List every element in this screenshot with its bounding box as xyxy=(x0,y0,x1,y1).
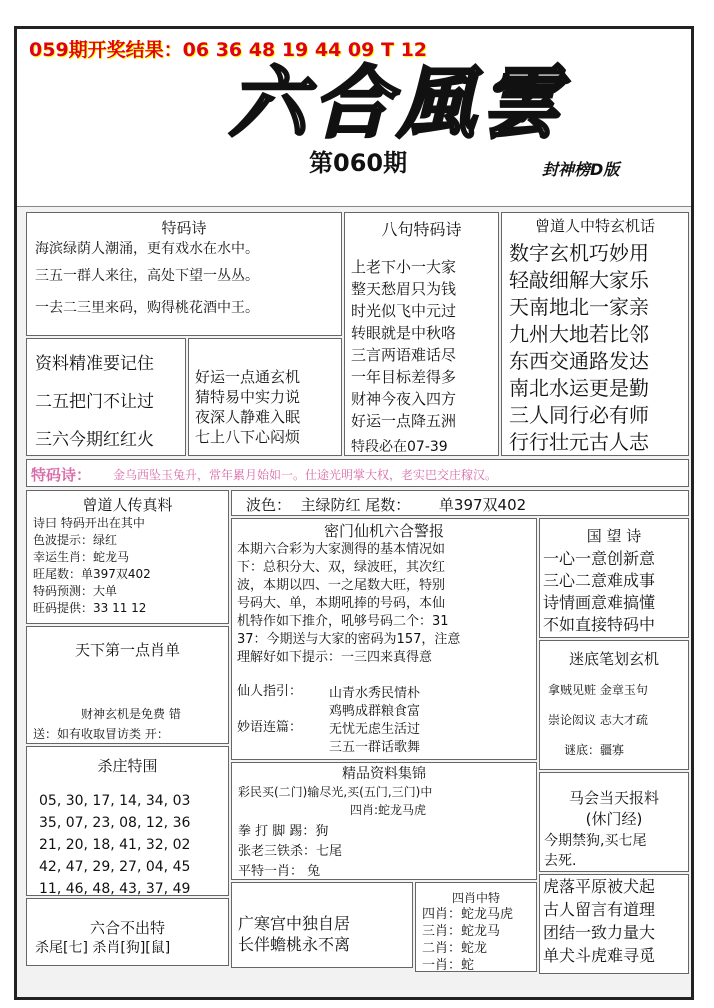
issue-number: 第060期 xyxy=(309,149,408,177)
immortal-label: 仙人指引： xyxy=(237,684,303,699)
secret-line: 本期六合彩为大家测得的基本情况如 xyxy=(237,542,446,557)
zeng-line: 行行壮元古人志 xyxy=(509,430,649,454)
zeng-info-line: 旺尾数：单397双402 xyxy=(33,567,151,581)
palace-line: 广寒宫中独自居 xyxy=(238,914,351,933)
zeng-true-info-title: 曾道人传真料 xyxy=(82,496,173,514)
eight-poem-line: 财神今夜入四方 xyxy=(351,390,457,408)
guowang-line: 不如直接特码中 xyxy=(543,615,656,634)
guowang-title: 国 望 诗 xyxy=(586,527,642,545)
secret-line: 机特作如下推介，吼够号码二个：31 xyxy=(237,614,449,629)
eight-poem-line: 上老下小一大家 xyxy=(351,258,457,276)
first-zodiac-line: 送：如有收取冒访类 开： xyxy=(33,727,169,741)
zeng-info-line: 诗曰 特码开出在其中 xyxy=(33,516,145,530)
tiger-line: 团结一致力量大 xyxy=(543,923,656,942)
riddle-box xyxy=(539,640,689,770)
riddle-line: 拿贼见赃 金章玉句 xyxy=(548,683,648,697)
tiger-line: 虎落平原被犬起 xyxy=(543,877,656,896)
guowang-line: 三心二意难成事 xyxy=(543,571,656,590)
secret-gate-title: 密门仙机六合警报 xyxy=(323,522,444,540)
zeng-info-line: 幸运生肖：蛇龙马 xyxy=(33,550,130,564)
info-tips-box xyxy=(26,338,186,456)
zeng-line: 数字玄机巧妙用 xyxy=(509,241,649,265)
riddle-answer-row xyxy=(548,735,688,765)
fine-info-item: 张老三铁杀：七尾 xyxy=(238,844,343,859)
zeng-info-line: 色波提示：绿红 xyxy=(33,533,118,547)
banner-label: 特码诗： xyxy=(31,466,92,484)
special-poem-banner xyxy=(26,459,689,487)
secret-gate-box xyxy=(231,518,537,760)
wonder-line: 无忧无虑生活过 xyxy=(329,722,421,737)
eight-poem-title: 八句特码诗 xyxy=(381,220,462,239)
fine-info-item: 拳 打 脚 踢：狗 xyxy=(238,824,329,839)
masthead-title: 六合風雲 xyxy=(228,58,565,149)
secret-line: 下：总积分大、双，绿波旺，其次红 xyxy=(237,560,446,575)
immortal-line: 鸡鸭成群粮食富 xyxy=(329,704,421,719)
kill-row: 05, 30, 17, 14, 34, 03 xyxy=(39,793,191,809)
four-zodiac-title: 四肖中特 xyxy=(451,891,500,905)
eight-poem-line: 三言两语难话尽 xyxy=(351,346,457,364)
riddle-line: 崇论闳议 志大才疏 xyxy=(548,713,648,727)
luck-poem-box xyxy=(188,338,342,456)
fine-info-line: 彩民买(二门)输尽光,买(五门,三门)中 xyxy=(238,785,433,799)
palace-line: 长伴蟾桃永不离 xyxy=(238,935,351,954)
horse-report-line: 今期禁狗,买七尾 xyxy=(544,833,647,849)
first-zodiac-title: 天下第一点肖单 xyxy=(74,641,180,659)
zeng-line: 天南地北一家亲 xyxy=(509,295,649,319)
luck-line: 七上八下心闷烦 xyxy=(195,428,301,446)
liuhe-not-out-title: 六合不出特 xyxy=(89,919,165,937)
immortal-line: 山青水秀民情朴 xyxy=(329,686,421,701)
wonder-label: 妙语连篇： xyxy=(237,720,303,735)
wonder-line: 三五一群话歌舞 xyxy=(329,740,421,755)
special-poem-line: 海滨绿荫人潮涌，更有戏水在水中。 xyxy=(35,241,259,257)
fine-info-title: 精品资料集锦 xyxy=(342,766,426,782)
four-zodiac-box xyxy=(415,882,537,972)
draw-result: 059期开奖结果：06 36 48 19 44 09 T 12 xyxy=(29,39,428,61)
tiger-line: 单犬斗虎难寻觅 xyxy=(543,946,656,965)
zeng-line: 九州大地若比邻 xyxy=(509,322,649,346)
fine-info-item: 平特一肖： 兔 xyxy=(238,864,321,879)
tiger-line: 古人留言有道理 xyxy=(543,900,656,919)
zeng-true-info-box xyxy=(26,490,229,624)
eight-poem-line: 一年目标差得多 xyxy=(351,368,457,386)
horse-report-line: 去死. xyxy=(544,853,577,869)
eight-poem-line: 好运一点降五洲 xyxy=(351,412,457,430)
zeng-info-line: 旺码提供：33 11 12 xyxy=(33,601,147,615)
banner-text: 金乌西坠玉兔升，常年累月始如一。仕途光明掌大权，老实巴交庄稼汉。 xyxy=(113,468,498,482)
riddle-title: 迷底笔划玄机 xyxy=(568,650,659,668)
four-zodiac-line: 三肖：蛇龙马 xyxy=(422,924,501,939)
luck-line: 猜特易中实力说 xyxy=(195,388,301,406)
zeng-line: 东西交通路发达 xyxy=(509,349,649,373)
guowang-line: 一心一意创新意 xyxy=(543,549,656,568)
edition-mark: 封神榜D版 xyxy=(542,160,620,179)
zeng-daoren-box xyxy=(501,212,689,456)
special-poem-box xyxy=(26,212,342,336)
zeng-line: 轻敲细解大家乐 xyxy=(509,268,649,292)
riddle-answer: 疆寡 xyxy=(600,743,625,757)
luck-line: 夜深人静难入眠 xyxy=(195,408,301,426)
kill-row: 21, 20, 18, 41, 32, 02 xyxy=(39,837,191,853)
horse-report-box xyxy=(539,772,689,872)
palace-box xyxy=(231,882,413,968)
riddle-answer-label: 谜底： xyxy=(564,743,601,757)
fine-info-box xyxy=(231,762,537,880)
guowang-line: 诗情画意难搞懂 xyxy=(543,593,656,612)
first-zodiac-box xyxy=(26,626,229,744)
wave-color-line xyxy=(231,490,689,516)
wave-color-text: 波色： 主绿防红 尾数： 单397双402 xyxy=(246,496,527,514)
secret-line: 波，本期以四、一之尾数大旺，特别 xyxy=(237,578,446,593)
special-poem-line: 一去二三里来码，购得桃花酒中王。 xyxy=(35,300,259,316)
header-area xyxy=(17,29,691,207)
fine-info-line: 四肖:蛇龙马虎 xyxy=(350,803,427,817)
secret-line: 号码大、单，本期吼捧的号码，本仙 xyxy=(237,596,446,611)
special-poem-line: 三五一群人来往，高处下望一丛丛。 xyxy=(35,268,259,284)
kill-row: 11, 46, 48, 43, 37, 49 xyxy=(39,881,191,897)
kill-row: 42, 47, 29, 27, 04, 45 xyxy=(39,859,191,875)
four-zodiac-line: 一肖：蛇 xyxy=(422,958,475,973)
liuhe-not-out-box xyxy=(26,898,229,966)
first-zodiac-line: 财神玄机是免费 错 xyxy=(81,707,181,721)
kill-range-box xyxy=(26,746,229,896)
horse-report-subtitle: (休门经) xyxy=(585,810,643,828)
horse-report-title: 马会当天报料 xyxy=(568,789,659,807)
eight-poem-line: 整天愁眉只为钱 xyxy=(351,280,457,298)
kill-row: 35, 07, 23, 08, 12, 36 xyxy=(39,815,191,831)
zeng-daoren-title: 曾道人中特玄机话 xyxy=(534,217,655,235)
zeng-info-line: 特码预测：大单 xyxy=(33,584,118,598)
zeng-line: 南北水运更是勤 xyxy=(509,376,649,400)
secret-line: 理解好如下提示：一三四来真得意 xyxy=(237,650,433,665)
info-tip-line: 二五把门不让过 xyxy=(35,392,154,412)
special-poem-title: 特码诗 xyxy=(161,219,207,237)
eight-poem-box xyxy=(344,212,499,456)
guowang-poem-box xyxy=(539,518,689,638)
info-tip-line: 资料精准要记住 xyxy=(35,354,154,374)
kill-range-title: 杀庄特围 xyxy=(97,757,158,775)
liuhe-not-out-line: 杀尾[七] 杀肖[狗][鼠] xyxy=(35,940,171,956)
tiger-poem-box xyxy=(539,874,689,974)
info-tip-line: 三六今期红红火 xyxy=(35,430,154,450)
special-segment: 特段必在07-39 xyxy=(351,439,448,455)
zeng-line: 三人同行必有师 xyxy=(509,403,649,427)
eight-poem-line: 转眼就是中秋咯 xyxy=(351,324,457,342)
four-zodiac-line: 二肖：蛇龙 xyxy=(422,941,488,956)
secret-line: 37：今期送与大家的密码为157，注意 xyxy=(237,632,461,647)
four-zodiac-line: 四肖：蛇龙马虎 xyxy=(422,907,514,922)
luck-line: 好运一点通玄机 xyxy=(195,368,301,386)
eight-poem-line: 时光似飞中元过 xyxy=(351,302,457,320)
